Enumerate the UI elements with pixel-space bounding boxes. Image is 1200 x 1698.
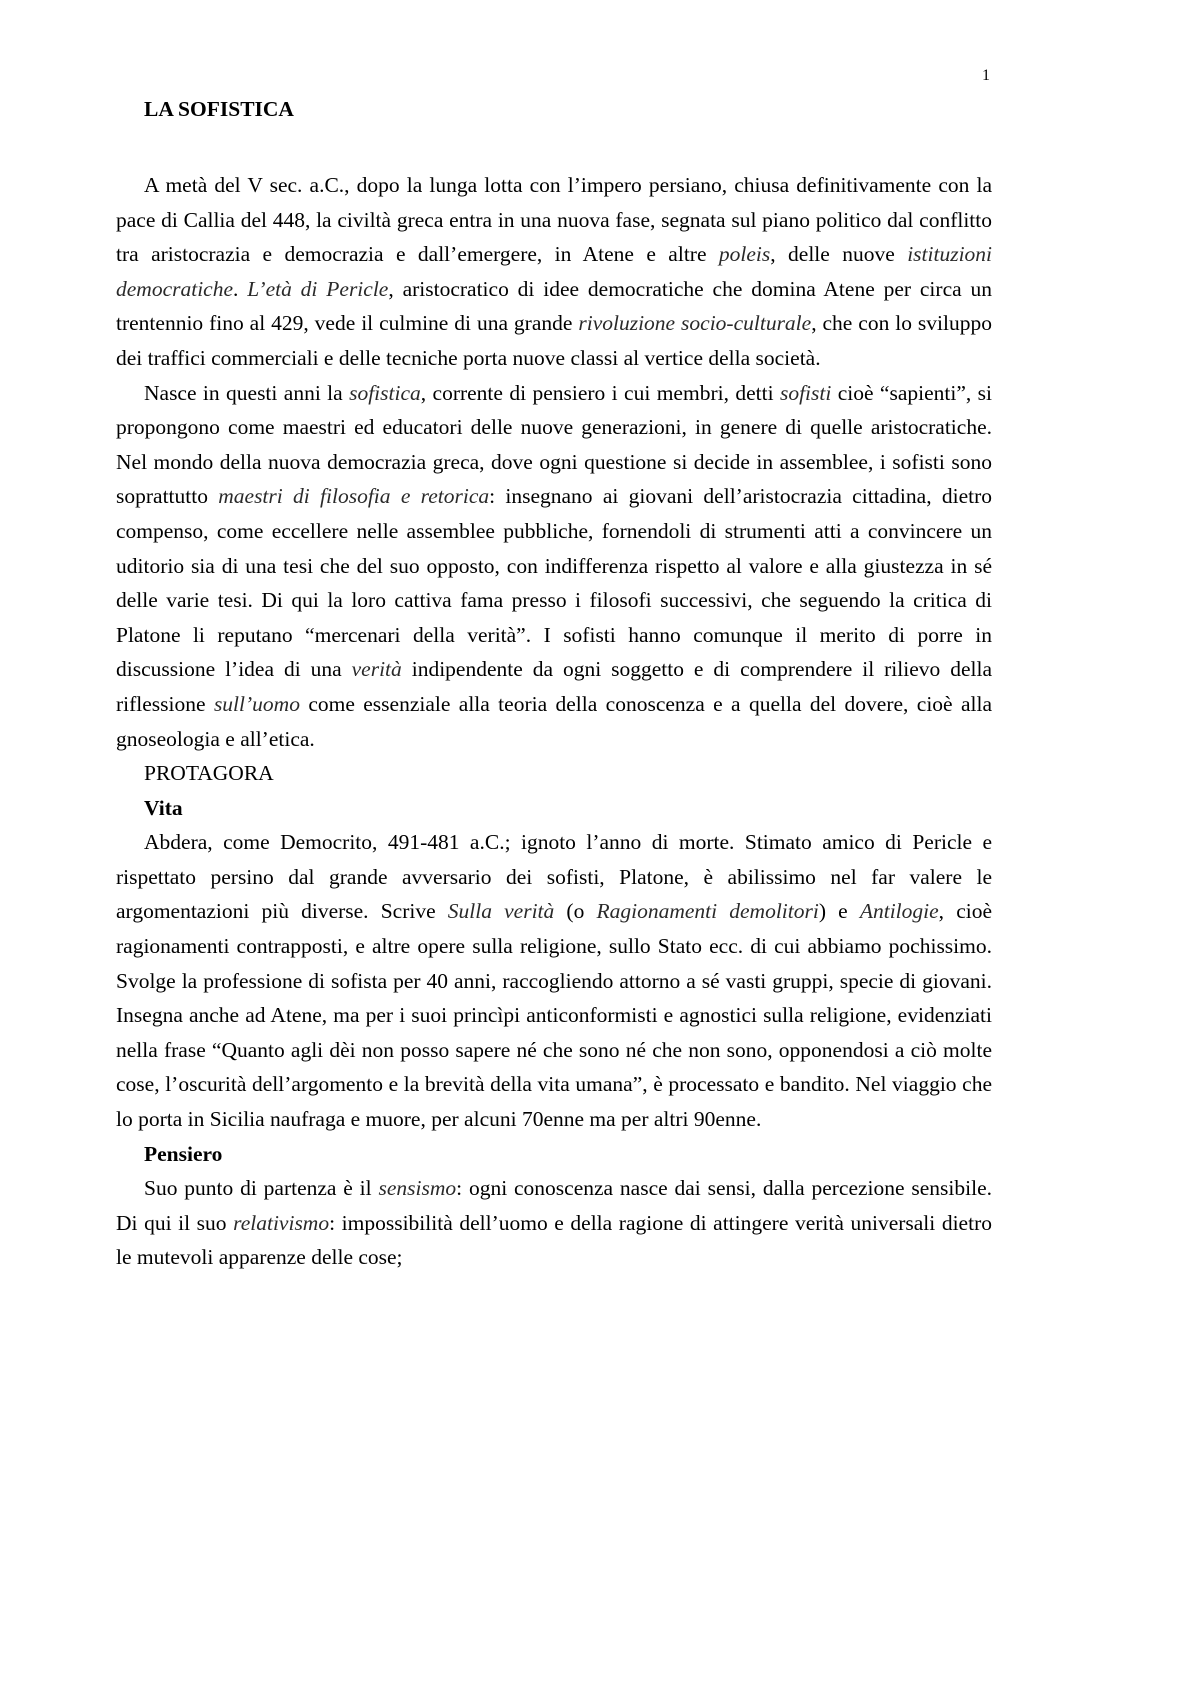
text-segment: come essenziale alla teoria della conoscenza e a quella del dovere, cioè alla gnoseologia e all’etica. — [116, 691, 992, 751]
document-title: LA SOFISTICA — [144, 97, 294, 121]
text-segment: A metà del V sec. a.C., dopo la lunga lotta con l’impero persiano, chiusa definitivamente con la pace di Callia del 448, la civiltà greca entra in una nuova fase, segnata sul piano politico dal conflitto tra aristocrazia e democrazia e dall’emergere, in Atene e altre — [116, 173, 992, 267]
text-segment: (o — [554, 899, 597, 924]
italic-text-segment: rivoluzione socio-culturale — [578, 311, 812, 336]
italic-text-segment: sull’uomo — [213, 691, 300, 716]
italic-text-segment: sofisti — [779, 380, 832, 405]
thought-paragraph — [116, 1171, 992, 1275]
italic-text-segment: relativismo — [233, 1210, 330, 1235]
text-segment: , cioè ragionamenti contrapposti, e altre opere sulla religione, sullo Stato ecc. di cui abbiamo pochissimo. Svolge la professione di sofista per 40 anni, raccogliendo attorno a sé vasti gruppi, specie di giovani. Insegna anche ad Atene, ma per i suoi princìpi anticonformisti e agnostici sulla religione, evidenziati nella frase “Quanto agli dèi non posso sapere né che sono né che non sono, opponendosi a ciò molte cose, l’oscurità dell’argomento e la brevità della vita umana”, è processato e bandito. Nel viaggio che lo porta in Sicilia naufraga e muore, per alcuni 70enne ma per altri 90enne. — [116, 899, 993, 1132]
life-heading: Vita — [144, 795, 183, 820]
text-segment: ) e — [818, 899, 860, 924]
text-segment: , corrente di pensiero i cui membri, detti — [420, 380, 780, 405]
life-paragraph — [116, 825, 992, 1136]
italic-text-segment: poleis — [718, 242, 771, 267]
italic-text-segment: sofistica — [349, 380, 421, 405]
italic-text-segment: L’età di Pericle — [247, 276, 389, 301]
text-segment: Nasce in questi anni la — [144, 380, 350, 405]
text-segment: : impossibilità dell’uomo e della ragione di attingere verità universali dietro le mutevoli apparenze delle cose; — [116, 1210, 992, 1270]
document-content — [116, 96, 992, 1275]
text-segment: indipendente da ogni soggetto e di comprendere il rilievo della riflessione — [116, 657, 992, 716]
italic-text-segment: sensismo — [378, 1176, 457, 1201]
text-segment: : ogni conoscenza nasce dai sensi, dalla percezione sensibile. Di qui il suo — [116, 1176, 992, 1235]
text-segment: . — [233, 276, 248, 301]
text-segment: cioè “sapienti”, si propongono come maestri ed educatori delle nuove generazioni, in genere di quelle aristocratiche. Nel mondo della nuova democrazia greca, dove ogni questione si decide in assemblee, i sofisti sono soprattutto — [116, 380, 992, 509]
protagora-section-heading: PROTAGORA — [144, 761, 274, 786]
italic-text-segment: Sulla verità — [447, 899, 555, 924]
intro-paragraph — [116, 168, 992, 376]
italic-text-segment: verità — [351, 657, 402, 682]
italic-text-segment: Ragionamenti demolitori — [596, 899, 819, 924]
italic-text-segment: maestri di filosofia e retorica — [218, 484, 490, 509]
page-number: 1 — [982, 67, 990, 84]
text-segment: : insegnano ai giovani dell’aristocrazia cittadina, dietro compenso, come eccellere nelle assemblee pubbliche, fornendoli di strumenti atti a convincere un uditorio sia di una tesi che del suo opposto, con indifferenza rispetto al valore e alla giustezza in sé delle varie tesi. Di qui la loro cattiva fama presso i filosofi successivi, che seguendo la critica di Platone li reputano “mercenari della verità”. I sofisti hanno comunque il merito di porre in discussione l’idea di una — [116, 484, 993, 682]
italic-text-segment: Antilogie — [859, 899, 939, 924]
text-segment: , aristocratico di idee democratiche che domina Atene per circa un trentennio fino al 429, vede il culmine di una grande — [116, 276, 993, 336]
sophists-paragraph — [116, 376, 992, 757]
text-segment: Abdera, come Democrito, 491-481 a.C.; ignoto l’anno di morte. Stimato amico di Pericle e rispettato persino dal grande avversario dei sofisti, Platone, è abilissimo nel far valere le argomentazioni più diverse. Scrive — [116, 830, 992, 924]
text-segment: , che con lo sviluppo dei traffici commerciali e delle tecniche porta nuove classi al vertice della società. — [116, 311, 992, 370]
text-segment: , delle nuove — [770, 242, 908, 267]
italic-text-segment: istituzioni democratiche — [116, 242, 993, 301]
text-segment: Suo punto di partenza è il — [144, 1176, 379, 1201]
thought-heading: Pensiero — [144, 1141, 223, 1166]
